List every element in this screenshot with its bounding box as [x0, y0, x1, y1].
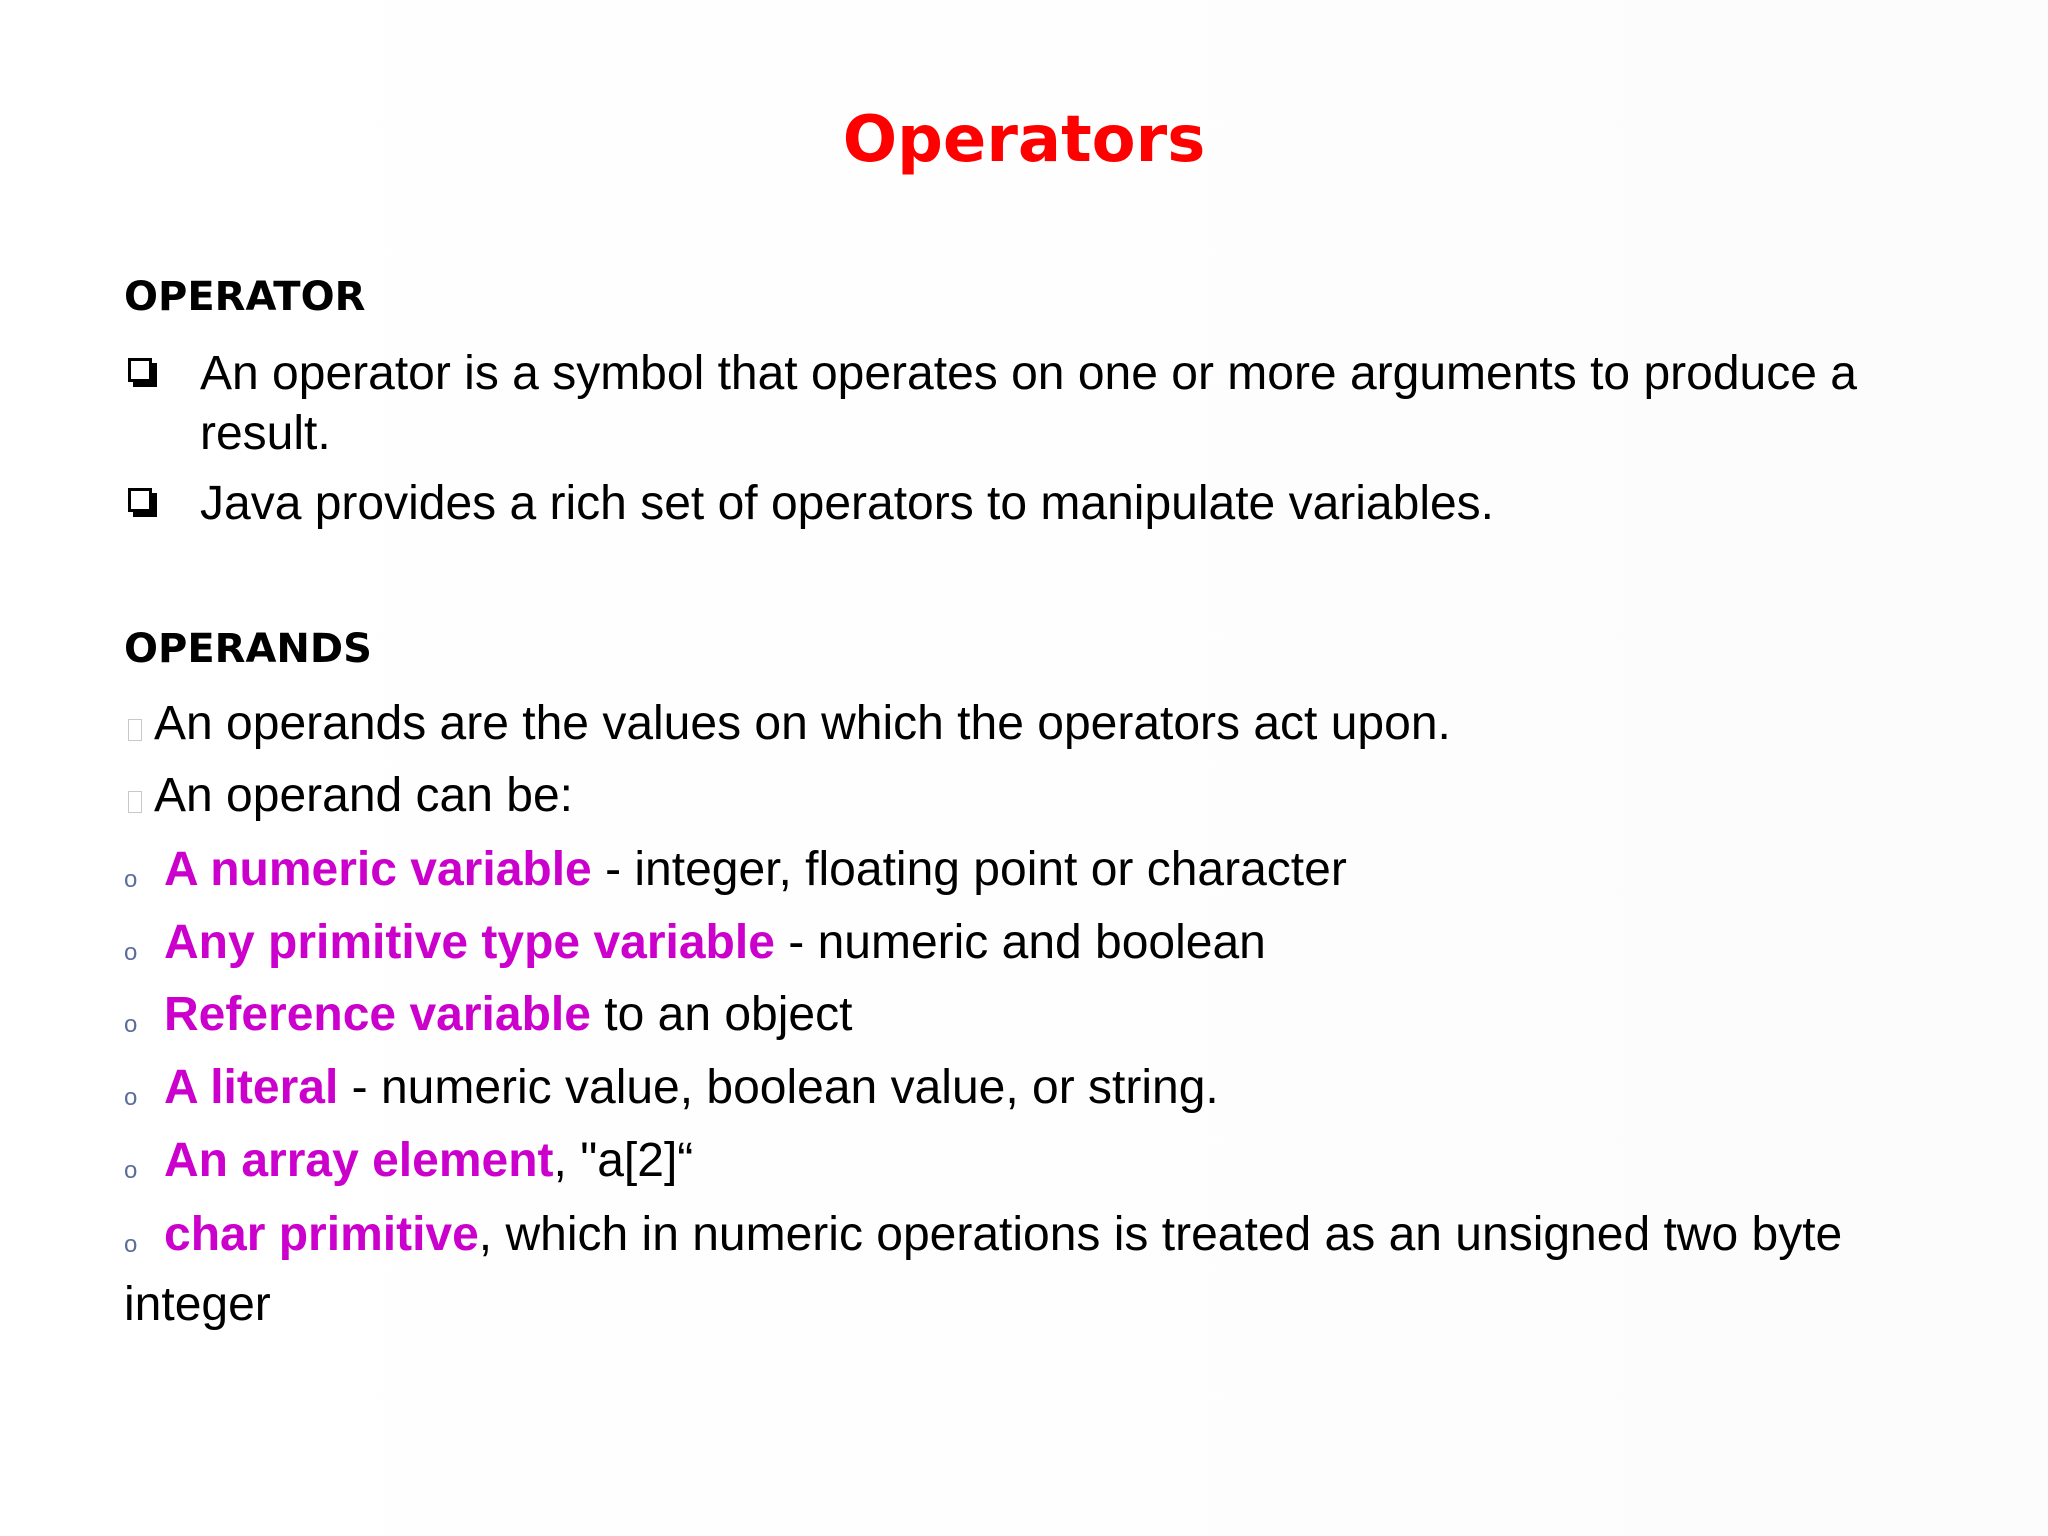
- operands-line: [124, 766, 1984, 826]
- operand-highlight: A numeric variable: [164, 843, 592, 896]
- circle-bullet-icon: o: [124, 1011, 138, 1038]
- operand-rest: - numeric value, boolean value, or string.: [338, 1061, 1219, 1114]
- operand-item: [124, 913, 1984, 983]
- operator-heading: OPERATOR: [124, 274, 366, 320]
- operand-item: [124, 1058, 1984, 1128]
- operand-item: [124, 1131, 1984, 1201]
- operand-item: [124, 1205, 1864, 1335]
- operand-rest: to an object: [590, 988, 853, 1041]
- square-bullet-icon: [128, 488, 152, 512]
- circle-bullet-icon: o: [124, 1231, 138, 1258]
- missing-glyph-icon: [128, 791, 142, 813]
- operand-rest: , which in numeric operations is treated as an unsigned two byte integer: [124, 1208, 1843, 1331]
- bullet-text: An operator is a symbol that operates on one or more arguments to produce a result.: [200, 347, 1857, 460]
- operand-highlight: A literal: [164, 1061, 339, 1114]
- line-text: An operands are the values on which the operators act upon.: [154, 697, 1451, 750]
- operand-highlight: Any primitive type variable: [164, 916, 775, 969]
- bullet-text: Java provides a rich set of operators to manipulate variables.: [200, 477, 1495, 530]
- circle-bullet-icon: o: [124, 1084, 138, 1111]
- operands-line: [124, 694, 1984, 754]
- operand-item: [124, 985, 1984, 1055]
- operand-rest: - integer, floating point or character: [591, 843, 1347, 896]
- operand-highlight: Reference variable: [164, 988, 591, 1041]
- circle-bullet-icon: o: [124, 939, 138, 966]
- operand-rest: , "a[2]“: [553, 1134, 694, 1187]
- square-bullet-icon: [128, 358, 152, 382]
- circle-bullet-icon: o: [124, 1157, 138, 1184]
- circle-bullet-icon: o: [124, 866, 138, 893]
- operands-heading: OPERANDS: [124, 626, 372, 672]
- missing-glyph-icon: [128, 719, 142, 741]
- operand-rest: - numeric and boolean: [774, 916, 1266, 969]
- line-text: An operand can be:: [154, 769, 573, 822]
- operand-highlight: char primitive: [164, 1208, 479, 1261]
- operand-item: [124, 840, 1984, 910]
- slide-title: Operators: [842, 103, 1206, 177]
- operand-highlight: An array element: [164, 1134, 554, 1187]
